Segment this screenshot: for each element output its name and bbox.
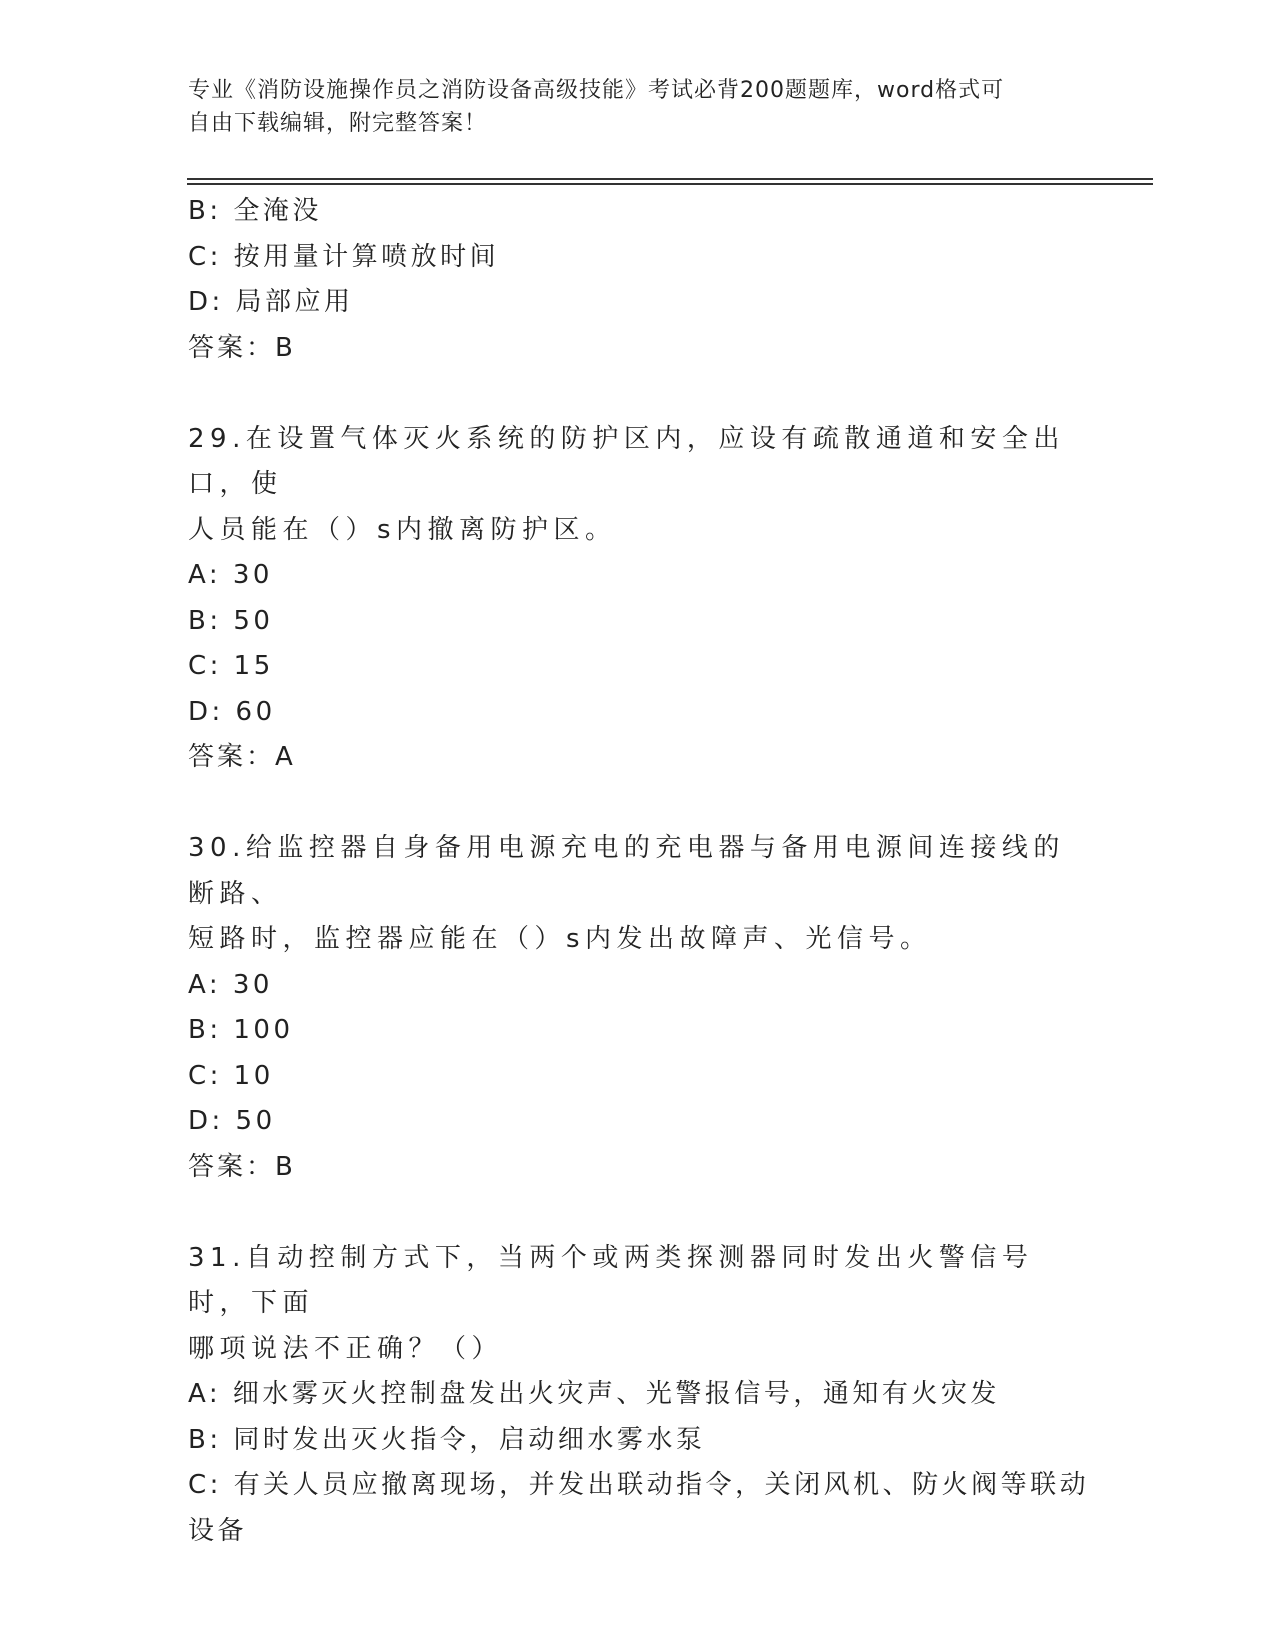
question-content — [188, 189, 1088, 1554]
question-stem — [188, 417, 1068, 554]
answer-line: 答案：B — [188, 1151, 296, 1182]
question-28-tail — [188, 189, 1088, 371]
option-d: D: 50 — [188, 1106, 276, 1136]
header-line-2: 自由下载编辑，附完整答案！ — [188, 111, 488, 136]
header-divider-bottom — [187, 183, 1153, 185]
spacer — [188, 1190, 1088, 1236]
option-b: B: 全淹没 — [188, 196, 322, 226]
question-stem-line-2: 短路时，监控器应能在（）s内发出故障声、光信号。 — [188, 924, 932, 954]
option-c: C: 有关人员应撤离现场，并发出联动指令，关闭风机、防火阀等联动 — [188, 1470, 1090, 1500]
answer-line: 答案：B — [188, 332, 296, 363]
question-stem — [188, 826, 1068, 963]
option-d: D: 局部应用 — [188, 287, 354, 317]
question-stem-line-1: 29.在设置气体灭火系统的防护区内，应设有疏散通道和安全出口，使 — [188, 423, 1065, 499]
option-c: C: 15 — [188, 651, 274, 681]
question-stem-line-1: 31.自动控制方式下，当两个或两类探测器同时发出火警信号时，下面 — [188, 1242, 1034, 1318]
header-divider-top — [187, 178, 1153, 180]
option-b: B: 100 — [188, 1015, 294, 1045]
question-30 — [188, 826, 1088, 1190]
spacer — [188, 781, 1088, 827]
option-c: C: 按用量计算喷放时间 — [188, 241, 500, 272]
answer-line: 答案：A — [188, 742, 296, 772]
question-29 — [188, 417, 1088, 781]
option-a: A: 细水雾灭火控制盘发出火灾声、光警报信号，通知有火灾发 — [188, 1379, 1000, 1409]
question-31 — [188, 1236, 1088, 1555]
option-c: C: 10 — [188, 1060, 274, 1091]
option-b: B: 同时发出灭火指令，启动细水雾水泵 — [188, 1424, 706, 1455]
question-stem-line-2: 哪项说法不正确？（） — [188, 1333, 504, 1364]
option-c-continuation: 设备 — [188, 1515, 248, 1546]
option-a: A: 30 — [188, 560, 273, 590]
header-line-1: 专业《消防设施操作员之消防设备高级技能》考试必背200题题库，word格式可 — [188, 78, 1005, 103]
spacer — [188, 371, 1088, 417]
option-d: D: 60 — [188, 696, 276, 727]
option-a: A: 30 — [188, 969, 273, 1000]
question-stem-line-2: 人员能在（）s内撤离防护区。 — [188, 514, 617, 545]
question-stem — [188, 1236, 1068, 1373]
document-header — [188, 74, 1068, 140]
option-b: B: 50 — [188, 605, 274, 636]
question-stem-line-1: 30.给监控器自身备用电源充电的充电器与备用电源间连接线的断路、 — [188, 833, 1065, 909]
